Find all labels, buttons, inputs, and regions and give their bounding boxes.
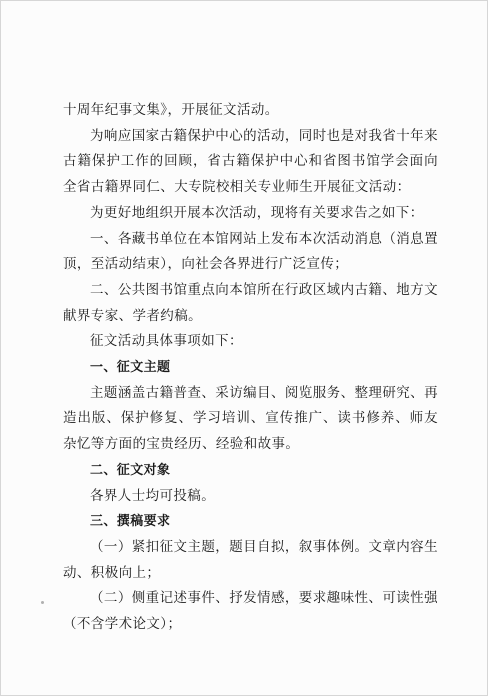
- paragraph-requirements-lead: 为更好地组织开展本次活动，现将有关要求告之如下：: [90, 204, 424, 221]
- scan-speck: [41, 601, 44, 604]
- section-heading-theme: 一、征文主题: [90, 360, 171, 376]
- section-heading-audience: 二、征文对象: [90, 462, 171, 478]
- document-body: [63, 98, 438, 638]
- section-heading-writing-requirements: 三、撰稿要求: [90, 514, 171, 530]
- paragraph-intro: 为响应国家古籍保护中心的活动，同时也是对我省十年来古籍保护工作的回顾，省古籍保护中心和省图书馆学会面向全省古籍界同仁、大专院校相关专业师生开展征文活动：: [63, 127, 438, 196]
- paragraph-details-lead: 征文活动具体事项如下：: [90, 333, 243, 350]
- paragraph-audience: 各界人士均可投稿。: [90, 487, 216, 504]
- paragraph-requirement-2: 二、公共图书馆重点向本馆所在行政区域内古籍、地方文献界专家、学者约稿。: [63, 281, 438, 324]
- paragraph-requirement-1: 一、各藏书单位在本馆网站上发布本次活动消息（消息置顶，至活动结束），向社会各界进行广泛宣传；: [63, 230, 438, 273]
- paragraph-theme: 主题涵盖古籍普查、采访编目、阅览服务、整理研究、再造出版、保护修复、学习培训、宣传推广、读书修养、师友杂忆等方面的宝贵经历、经验和故事。: [63, 384, 438, 453]
- paragraph-writing-requirement-2: （二）侧重记述事件、抒发情感，要求趣味性、可读性强（不含学术论文）；: [63, 590, 438, 633]
- paragraph-writing-requirement-1: （一）紧扣征文主题，题目自拟，叙事体例。文章内容生动、积极向上；: [63, 538, 438, 581]
- paragraph-continuation: 十周年纪事文集》，开展征文活动。: [63, 102, 279, 118]
